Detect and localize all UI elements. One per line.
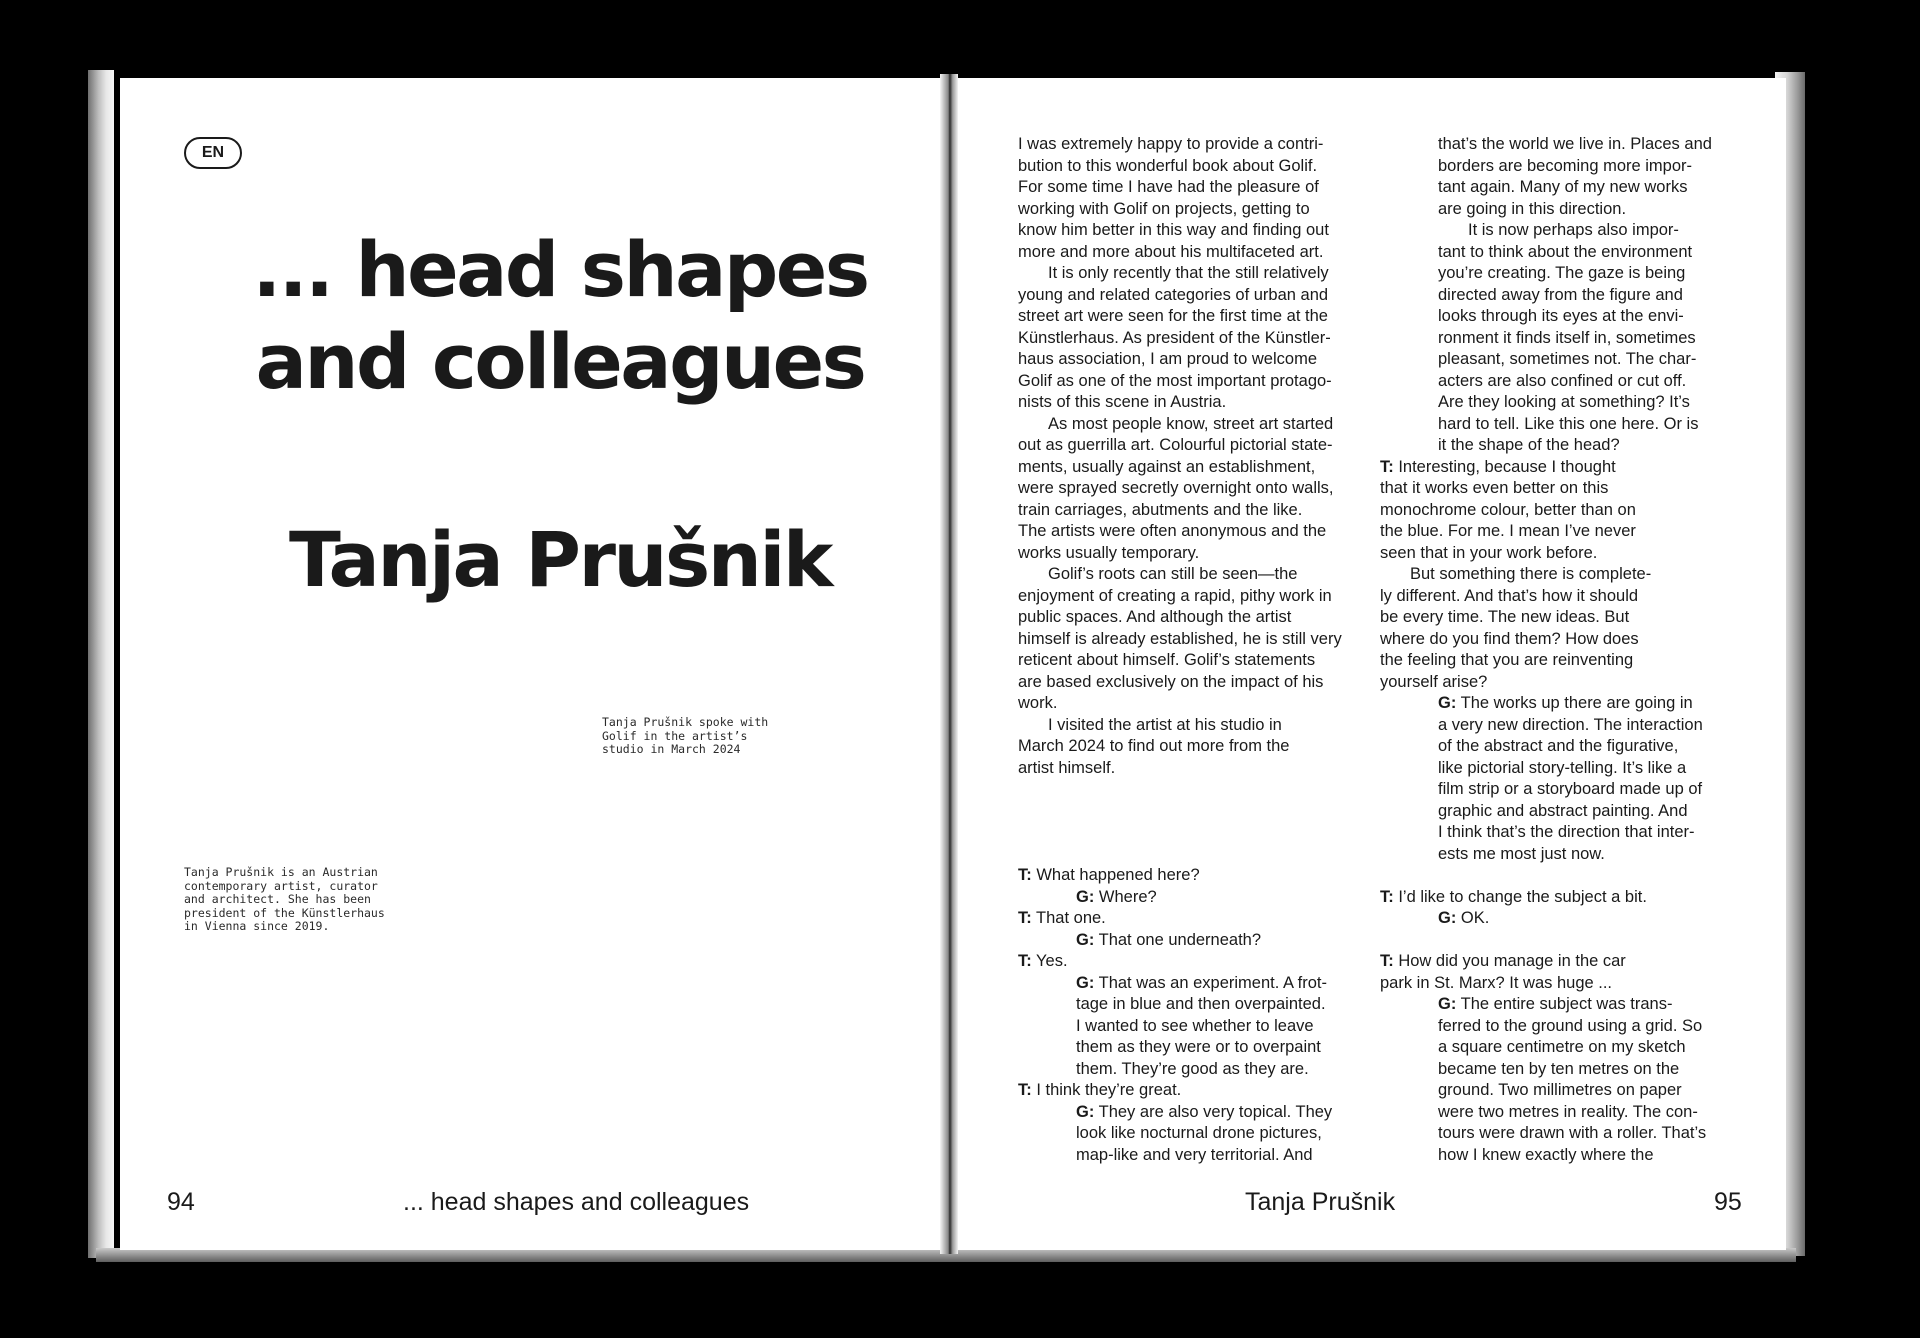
line-text: It is only recently that the still relatively: [1048, 264, 1329, 282]
line-text: that’s the world we live in. Places and: [1438, 135, 1712, 153]
text-line: [1018, 349, 1358, 371]
line-text: are based exclusively on the impact of his: [1018, 672, 1324, 691]
text-column-right: [1380, 134, 1730, 1166]
line-text: look like nocturnal drone pictures,: [1076, 1124, 1322, 1142]
text-line: [1018, 715, 1358, 737]
line-text: I visited the artist at his studio in: [1048, 715, 1282, 734]
line-text: be every time. The new ideas. But: [1380, 608, 1630, 626]
line-text: But something there is complete-: [1410, 565, 1652, 583]
text-line: [1018, 758, 1358, 780]
text-line: [1018, 435, 1358, 457]
line-text: I wanted to see whether to leave: [1076, 1016, 1314, 1035]
speaker-label: G:: [1438, 694, 1457, 712]
note-line: in Vienna since 2019.: [184, 919, 330, 933]
line-text: how I knew exactly where the: [1438, 1145, 1654, 1164]
line-text: I think they’re great.: [1031, 1081, 1182, 1099]
text-line: [1380, 328, 1730, 350]
page-number-right: 95: [1714, 1188, 1742, 1216]
text-line: [1380, 242, 1730, 264]
line-text: bution to this wonderful book about Golif.: [1018, 156, 1318, 175]
line-text: I was extremely happy to provide a contri-: [1018, 135, 1324, 153]
text-line: [1380, 887, 1730, 909]
text-line: [1380, 134, 1730, 156]
book-gutter: [940, 74, 958, 1254]
text-line: [1380, 1123, 1730, 1145]
line-text: How did you manage in the car: [1393, 952, 1626, 970]
text-line: [1380, 758, 1730, 780]
text-line: [1018, 672, 1358, 694]
line-text: Künstlerhaus. As president of the Künstler-: [1018, 328, 1331, 347]
line-text: Where?: [1094, 887, 1157, 906]
text-line: [1380, 478, 1730, 500]
line-text: were sprayed secretly overnight onto walls,: [1018, 479, 1334, 497]
text-line: [1380, 650, 1730, 672]
title-line: ... head shapes: [252, 225, 868, 314]
line-text: I’d like to change the subject a bit.: [1393, 887, 1647, 906]
text-line: [1380, 779, 1730, 801]
line-text: Golif as one of the most important protago-: [1018, 371, 1332, 390]
line-text: a square centimetre on my sketch: [1438, 1038, 1686, 1056]
line-text: graphic and abstract painting. And: [1438, 801, 1688, 820]
speaker-label: G:: [1076, 930, 1095, 949]
paragraph-gap: [1380, 930, 1730, 952]
running-title-right: Tanja Prušnik: [1245, 1188, 1396, 1216]
note-line: studio in March 2024: [602, 742, 741, 756]
line-text: himself is already established, he is still very: [1018, 629, 1342, 648]
text-column-left: [1018, 134, 1358, 1166]
line-text: I think that’s the direction that inter-: [1438, 823, 1695, 841]
line-text: artist himself.: [1018, 758, 1116, 777]
article-title: [180, 224, 940, 408]
speaker-label: T:: [1018, 1081, 1032, 1099]
line-text: pleasant, sometimes not. The char-: [1438, 350, 1697, 368]
text-line: [1380, 349, 1730, 371]
line-text: ground. Two millimetres on paper: [1438, 1081, 1682, 1099]
line-text: They are also very topical. They: [1094, 1102, 1333, 1121]
text-line: [1018, 1123, 1358, 1145]
text-line: [1380, 414, 1730, 436]
line-text: tours were drawn with a roller. That’s: [1438, 1124, 1707, 1142]
text-line: [1380, 1037, 1730, 1059]
line-text: street art were seen for the first time at the: [1018, 307, 1328, 325]
note-line: Tanja Prušnik spoke with: [602, 715, 769, 729]
page-number-left: 94: [167, 1188, 195, 1216]
line-text: the feeling that you are reinventing: [1380, 651, 1634, 669]
speaker-label: G:: [1438, 995, 1457, 1013]
text-line: [1018, 242, 1358, 264]
line-text: haus association, I am proud to welcome: [1018, 350, 1317, 368]
line-text: you’re creating. The gaze is being: [1438, 264, 1686, 282]
line-text: Yes.: [1031, 952, 1068, 970]
text-line: [1380, 801, 1730, 823]
line-text: It is now perhaps also impor-: [1468, 221, 1679, 239]
line-text: acters are also confined or cut off.: [1438, 371, 1687, 390]
line-text: out as guerrilla art. Colourful pictorial state-: [1018, 436, 1333, 454]
text-line: [1018, 607, 1358, 629]
text-line: [1380, 543, 1730, 565]
text-line: [1018, 306, 1358, 328]
line-text: looks through its eyes at the envi-: [1438, 307, 1684, 325]
text-line: [1380, 1102, 1730, 1124]
text-line: [1018, 865, 1358, 887]
text-line: [1018, 220, 1358, 242]
text-line: [1018, 1016, 1358, 1038]
line-text: Golif’s roots can still be seen—the: [1048, 565, 1298, 583]
speaker-label: T:: [1380, 457, 1394, 476]
text-line: [1018, 564, 1358, 586]
line-text: like pictorial story-telling. It’s like a: [1438, 758, 1687, 777]
line-text: working with Golif on projects, getting to: [1018, 199, 1310, 218]
line-text: them as they were or to overpaint: [1076, 1038, 1321, 1056]
text-line: [1018, 994, 1358, 1016]
line-text: the blue. For me. I mean I’ve never: [1380, 522, 1636, 540]
line-text: Interesting, because I thought: [1393, 457, 1616, 476]
note-line: Tanja Prušnik is an Austrian: [184, 865, 378, 879]
line-text: ments, usually against an establishment,: [1018, 457, 1316, 476]
text-line: [1018, 285, 1358, 307]
line-text: public spaces. And although the artist: [1018, 608, 1292, 626]
text-line: [1018, 263, 1358, 285]
text-line: [1018, 521, 1358, 543]
left-page: [120, 78, 940, 1250]
note-line: and architect. She has been: [184, 892, 371, 906]
author-bio-note: [184, 866, 385, 934]
text-line: [1380, 306, 1730, 328]
text-line: [1380, 822, 1730, 844]
line-text: film strip or a storyboard made up of: [1438, 780, 1703, 798]
line-text: young and related categories of urban and: [1018, 285, 1329, 304]
text-line: [1380, 1059, 1730, 1081]
text-line: [1018, 693, 1358, 715]
line-text: That was an experiment. A frot-: [1094, 973, 1327, 992]
text-line: [1380, 500, 1730, 522]
line-text: park in St. Marx? It was huge ...: [1380, 973, 1613, 992]
running-title-left: ... head shapes and colleagues: [403, 1188, 750, 1216]
text-line: [1018, 543, 1358, 565]
text-line: [1380, 177, 1730, 199]
text-line: [1018, 177, 1358, 199]
text-line: [1018, 629, 1358, 651]
text-line: [1380, 693, 1730, 715]
line-text: tant again. Many of my new works: [1438, 178, 1688, 196]
line-text: of the abstract and the figurative,: [1438, 737, 1679, 755]
text-line: [1018, 951, 1358, 973]
text-line: [1018, 1102, 1358, 1124]
line-text: seen that in your work before.: [1380, 543, 1598, 562]
line-text: train carriages, abutments and the like.: [1018, 500, 1303, 519]
text-line: [1380, 672, 1730, 694]
text-line: [1380, 285, 1730, 307]
text-line: [1018, 328, 1358, 350]
line-text: ferred to the ground using a grid. So: [1438, 1016, 1703, 1035]
line-text: more and more about his multifaceted art.: [1018, 242, 1324, 261]
line-text: ests me most just now.: [1438, 844, 1605, 863]
text-line: [1018, 973, 1358, 995]
text-line: [1380, 908, 1730, 930]
text-line: [1380, 715, 1730, 737]
text-line: [1380, 564, 1730, 586]
text-line: [1018, 457, 1358, 479]
text-line: [1380, 629, 1730, 651]
text-line: [1018, 1037, 1358, 1059]
line-text: know him better in this way and finding out: [1018, 221, 1329, 239]
line-text: are going in this direction.: [1438, 199, 1627, 218]
text-line: [1380, 220, 1730, 242]
speaker-label: G:: [1076, 887, 1095, 906]
text-line: [1018, 371, 1358, 393]
text-line: [1018, 500, 1358, 522]
line-text: OK.: [1456, 909, 1490, 927]
line-text: monochrome colour, better than on: [1380, 500, 1636, 519]
speaker-label: T:: [1018, 952, 1032, 970]
text-line: [1018, 930, 1358, 952]
text-line: [1018, 650, 1358, 672]
text-line: [1380, 263, 1730, 285]
text-line: [1018, 1059, 1358, 1081]
line-text: a very new direction. The interaction: [1438, 715, 1703, 734]
line-text: directed away from the figure and: [1438, 285, 1683, 304]
speaker-label: T:: [1018, 866, 1032, 884]
text-line: [1018, 736, 1358, 758]
text-line: [1380, 1145, 1730, 1167]
speaker-label: G:: [1438, 909, 1457, 927]
text-line: [1018, 586, 1358, 608]
text-line: [1380, 521, 1730, 543]
text-line: [1018, 414, 1358, 436]
text-line: [1018, 1080, 1358, 1102]
note-line: contemporary artist, curator: [184, 878, 378, 893]
line-text: The entire subject was trans-: [1456, 995, 1673, 1013]
text-line: [1380, 371, 1730, 393]
line-text: The works up there are going in: [1456, 694, 1693, 712]
line-text: them. They’re good as they are.: [1076, 1059, 1309, 1078]
text-line: [1018, 134, 1358, 156]
intro-note: [602, 716, 768, 757]
text-line: [1380, 435, 1730, 457]
speaker-label: T:: [1380, 952, 1394, 970]
line-text: That one.: [1031, 909, 1106, 927]
line-text: ronment it finds itself in, sometimes: [1438, 328, 1696, 347]
note-line: president of the Künstlerhaus: [184, 905, 385, 920]
text-line: [1380, 994, 1730, 1016]
text-line: [1380, 392, 1730, 414]
right-page: [958, 78, 1786, 1250]
line-text: works usually temporary.: [1018, 543, 1200, 562]
line-text: where do you find them? How does: [1380, 629, 1639, 648]
line-text: reticent about himself. Golif’s statements: [1018, 651, 1316, 669]
text-line: [1018, 478, 1358, 500]
paragraph-gap: [1380, 865, 1730, 887]
text-line: [1380, 951, 1730, 973]
line-text: Are they looking at something? It’s: [1438, 393, 1690, 411]
text-line: [1380, 736, 1730, 758]
line-text: borders are becoming more impor-: [1438, 156, 1693, 175]
line-text: March 2024 to find out more from the: [1018, 737, 1290, 755]
note-line: Golif in the artist’s: [602, 728, 748, 743]
speaker-label: T:: [1018, 909, 1032, 927]
text-line: [1380, 1016, 1730, 1038]
line-text: map-like and very territorial. And: [1076, 1145, 1313, 1164]
text-line: [1018, 1145, 1358, 1167]
line-text: tage in blue and then overpainted.: [1076, 995, 1326, 1013]
line-text: yourself arise?: [1380, 672, 1488, 691]
line-text: The artists were often anonymous and the: [1018, 522, 1327, 540]
line-text: it the shape of the head?: [1438, 436, 1620, 454]
speaker-label: G:: [1076, 1102, 1095, 1121]
text-line: [1380, 156, 1730, 178]
text-line: [1018, 908, 1358, 930]
text-line: [1380, 844, 1730, 866]
speaker-label: T:: [1380, 887, 1394, 906]
line-text: hard to tell. Like this one here. Or is: [1438, 414, 1699, 433]
text-line: [1018, 392, 1358, 414]
line-text: As most people know, street art started: [1048, 414, 1334, 433]
language-badge: EN: [184, 137, 242, 169]
line-text: tant to think about the environment: [1438, 242, 1693, 261]
section-gap: [1018, 779, 1358, 865]
book-edge-left: [88, 70, 114, 1258]
text-line: [1380, 457, 1730, 479]
text-line: [1018, 887, 1358, 909]
text-line: [1380, 973, 1730, 995]
author-name: Tanja Prušnik: [289, 515, 831, 604]
text-line: [1380, 586, 1730, 608]
line-text: That one underneath?: [1094, 930, 1262, 949]
title-line: and colleagues: [255, 317, 865, 406]
line-text: enjoyment of creating a rapid, pithy work in: [1018, 586, 1332, 605]
text-line: [1380, 607, 1730, 629]
text-line: [1380, 199, 1730, 221]
line-text: that it works even better on this: [1380, 479, 1609, 497]
line-text: work.: [1018, 694, 1058, 712]
line-text: became ten by ten metres on the: [1438, 1059, 1680, 1078]
line-text: For some time I have had the pleasure of: [1018, 178, 1319, 196]
speaker-label: G:: [1076, 973, 1095, 992]
text-line: [1018, 199, 1358, 221]
line-text: What happened here?: [1031, 866, 1200, 884]
text-line: [1380, 1080, 1730, 1102]
line-text: ly different. And that’s how it should: [1380, 586, 1639, 605]
line-text: nists of this scene in Austria.: [1018, 393, 1227, 411]
text-line: [1018, 156, 1358, 178]
line-text: were two metres in reality. The con-: [1438, 1102, 1698, 1121]
